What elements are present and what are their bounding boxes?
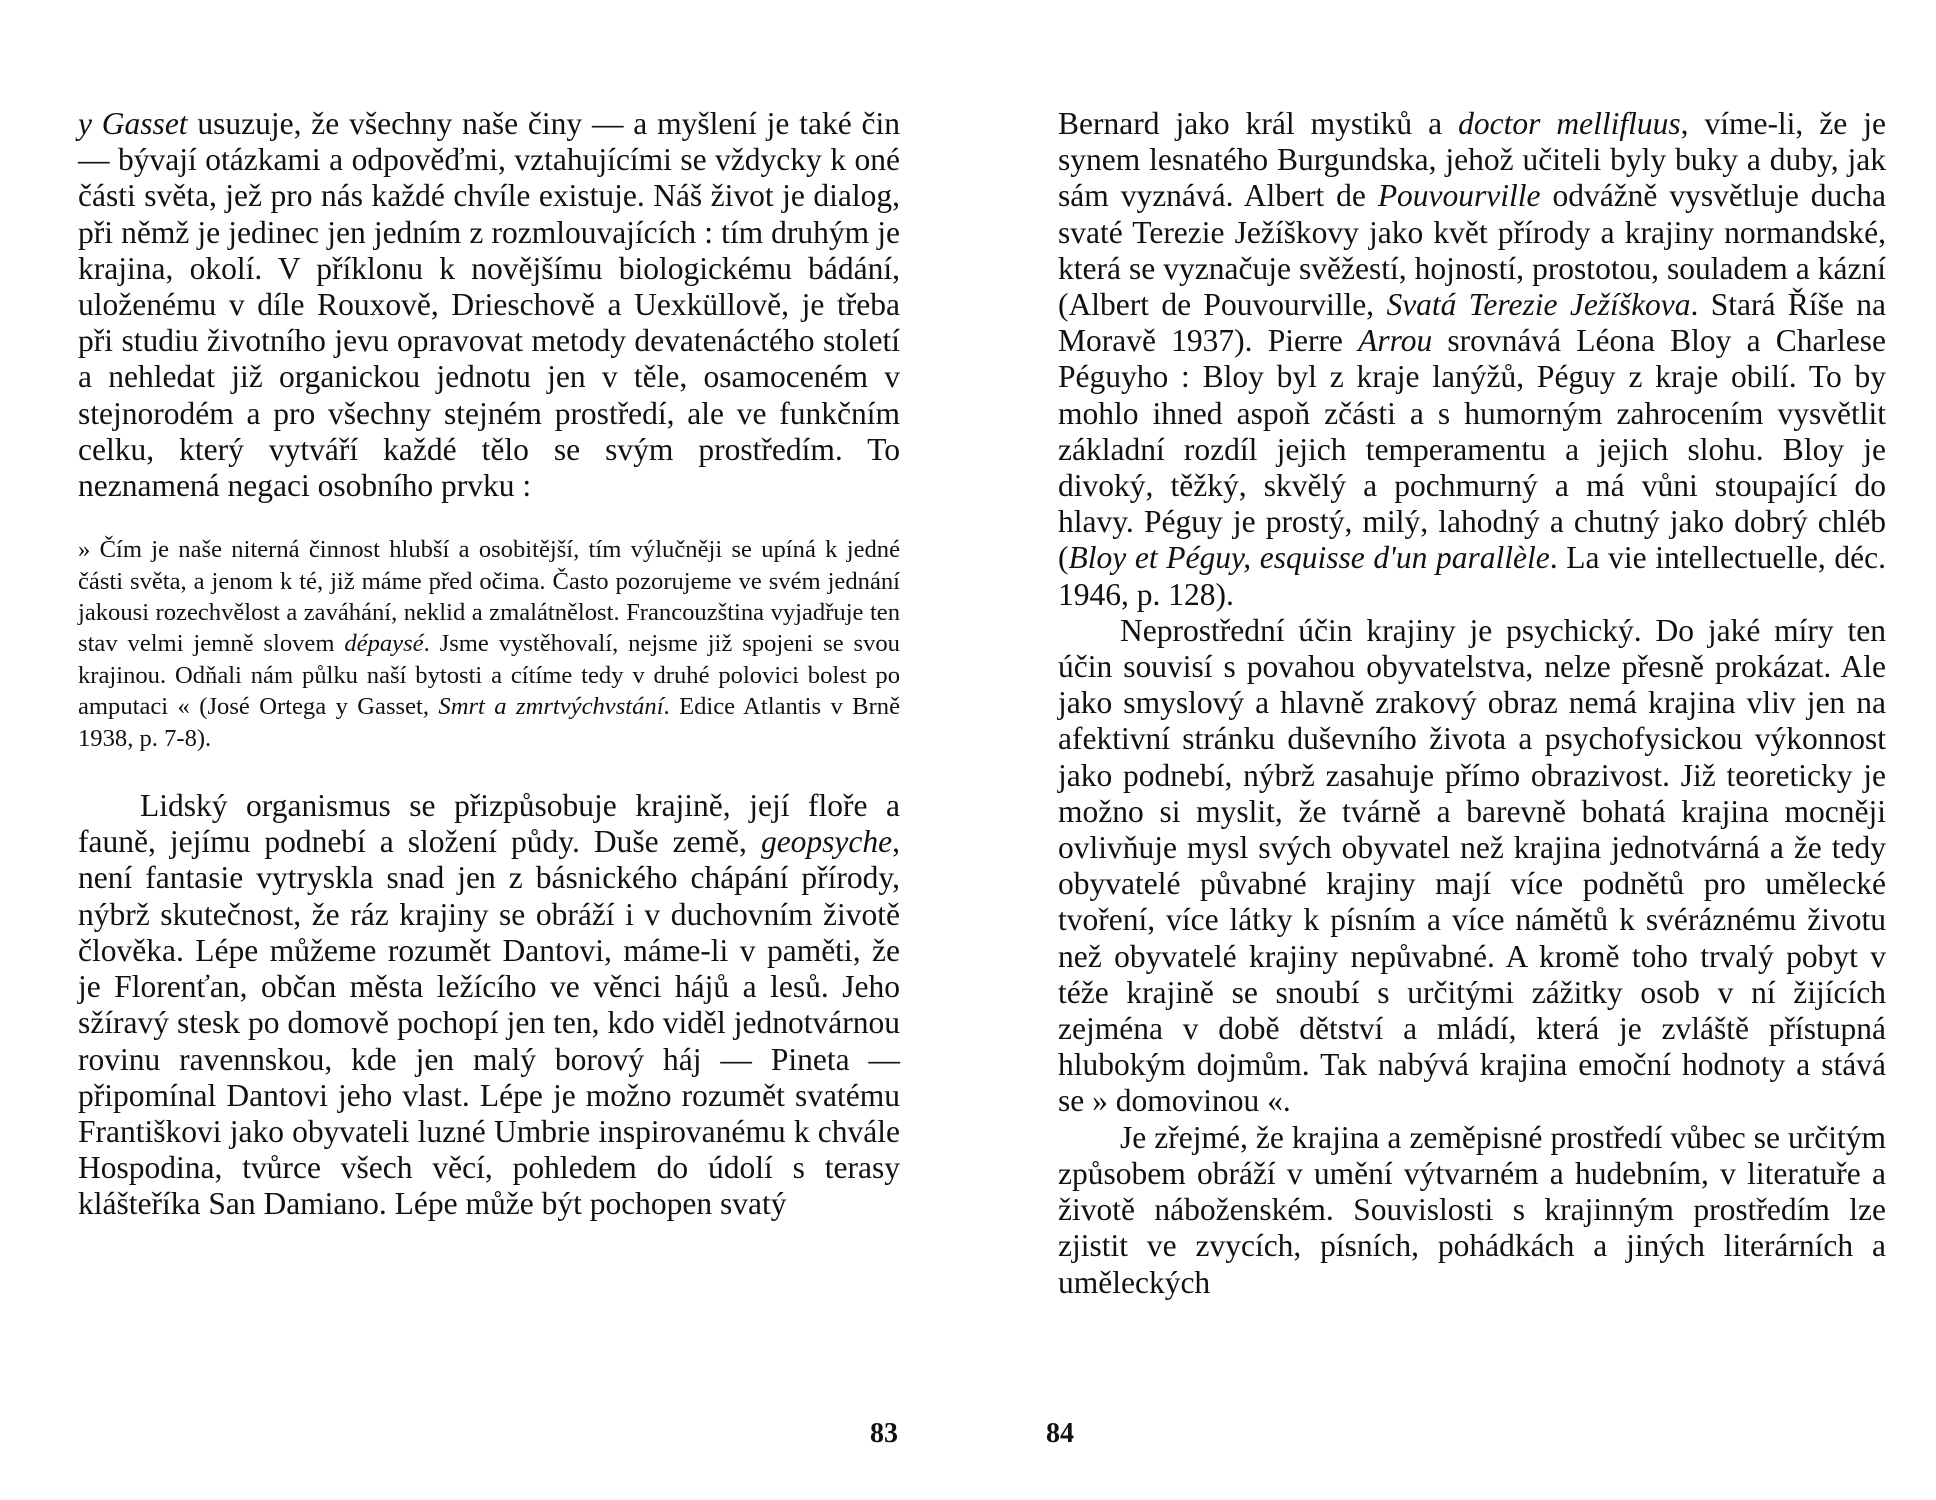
paragraph-bernard (1058, 106, 1886, 613)
right-text-column (1058, 106, 1886, 1301)
text-run: Neprostřední účin krajiny je psychický. Do jaké míry ten účin souvisí s povahou obyvatelstva, nelze přesně prokázat. Ale jako smyslový a hlavně zrakový obraz nemá krajina vliv jen na afektivní stránku duševního života a psychofysickou výkonnost jako podnebí, nýbrž zasahuje přímo obrazivost. Již teoreticky je možno si myslit, že tvárně a barevně bohatá krajina mocněji ovlivňuje mysl svých obyvatel než krajina jednotvárná a že tedy obyvatelé půvabné krajiny mají více podnětů pro umělecké tvoření, více látky k písním a více námětů k svéráznému životu než obyvatelé krajiny nepůvabné. A kromě toho trvalý pobyt v téže krajině se snoubí s určitými zážitky osob v ní žijících zejména v době dětství a mládí, která je zvláště přístupná hlubokým dojmům. Tak nabývá krajina emoční hodnoty a stává se » domovinou «. (1058, 612, 1886, 1119)
italic-run: Svatá Terezie Ježíškova (1386, 287, 1691, 323)
paragraph-immediate-effect (1058, 613, 1886, 1120)
paragraph-intro (78, 106, 900, 504)
italic-run: Bloy et Péguy, esquisse d'un parallèle (1068, 540, 1550, 576)
paragraph-organism (78, 788, 900, 1222)
page-number: 84 (1046, 1418, 1074, 1449)
text-run: Bernard jako král mystiků a (1058, 106, 1459, 141)
italic-run: Pouvourville (1377, 178, 1541, 214)
right-page (968, 0, 1936, 1500)
text-run: srovnává Léona Bloy a Charlese Péguyho : Bloy byl z kraje lanýžů, Péguy z kraje obilí. To by mohlo ihned aspoň zčásti a s humorným zahrocením vysvětlit základní rozdíl jejich temperamentu a jejich slohu. Bloy je divoký, těžký, skvělý a pochmurný a má vůni stoupající do hlavy. Péguy je prostý, milý, lahodný a chutný jako dobrý chléb ( (1058, 323, 1886, 576)
italic-run: Arrou (1358, 323, 1433, 359)
text-run: » Čím je naše niterná činnost hlubší a osobitější, tím výlučněji se upíná k jedné části světa, a jenom k té, již máme před očima. Často pozorujeme ve svém jednání jakousi rozechvělost a zaváhání, neklid a zmalátnělost. Francouzština vyjadřuje ten stav velmi jemně slovem (78, 536, 900, 658)
text-run: Lidský organismus se přizpůsobuje krajině, její floře a fauně, jejímu podnebí a složení půdy. Duše země, (78, 788, 900, 860)
text-run: Je zřejmé, že krajina a zeměpisné prostředí vůbec se určitým způsobem obráží v umění výtvarném a hudebním, v literatuře a životě náboženském. Souvislosti s krajinným prostředím lze zjistit ve zvycích, písních, pohádkách a jiných literárních a uměleckých (1058, 1119, 1886, 1300)
text-run: . La vie intellectuelle, déc. 1946, p. 128). (1058, 540, 1886, 612)
text-run: odvážně vysvětluje ducha svaté Terezie Ježíškovy jako květ přírody a krajiny normandské, která se vyznačuje svěžestí, hojností, prostotou, souladem a kázní (Albert de Pouvourville, (1058, 178, 1886, 323)
text-run: , není fantasie vytryskla snad jen z básnického chápání přírody, nýbrž skutečnost, že ráz krajiny se obráží i v duchovním životě člověka. Lépe můžeme rozumět Dantovi, máme-li v paměti, že je Florenťan, občan města ležícího ve věnci hájů a lesů. Jeho sžíravý stesk po domově pochopí jen ten, kdo viděl jednotvárnou rovinu ravennskou, kde jen malý borový háj — Pineta — připomínal Dantovi jeho vlast. Lépe je možno rozumět svatému Františkovi jako obyvateli luzné Umbrie inspirovanému k chvále Hospodina, tvůrce všech věcí, pohledem do údolí s terasy klášteříka San Damiano. Lépe může být pochopen svatý (78, 824, 900, 1222)
text-run: usuzuje, že všechny naše činy — a myšlení je také čin — bývají otázkami a odpověďmi, vztahujícími se vždycky k oné části světa, jež pro nás každé chvíle existuje. Náš život je dialog, při němž je jedinec jen jedním z rozmlouvajících : tím druhým je krajina, okolí. V příklonu k novějšímu biologickému bádání, uloženému v díle Rouxově, Drieschově a Uexküllově, je třeba při studiu životního jevu opravovat metody devatenáctého století a nehledat již organickou jednotu jen v těle, osamoceném v stejnorodém a pro všechny stejném prostředí, ale ve funkčním celku, který vytváří každé tělo se svým prostředím. To neznamená negaci osobního prvku : (78, 106, 900, 504)
left-text-column (78, 106, 900, 1223)
text-run: . Stará Říše na Moravě 1937). Pierre (1058, 287, 1886, 359)
text-run: , víme-li, že je synem lesnatého Burgundska, jehož učiteli byly buky a duby, jak sám vyznává. Albert de (1058, 106, 1886, 214)
italic-run: geopsyche (760, 824, 893, 860)
italic-run: Smrt a zmrtvýchvstání (438, 693, 664, 721)
italic-run: y Gasset (78, 106, 188, 141)
italic-run: dépaysé (344, 630, 424, 658)
text-run: . Edice Atlantis v Brně 1938, p. 7-8). (78, 693, 900, 752)
text-run: . Jsme vystěhovalí, nejsme již spojeni se svou krajinou. Odňali nám půlku naší bytosti a cítíme tedy v druhé polovici bolest po amputaci « (José Ortega y Gasset, (78, 630, 900, 721)
paragraph-evident (1058, 1120, 1886, 1301)
block-quote (78, 534, 900, 754)
paragraph-gap (78, 754, 900, 788)
page-number: 83 (870, 1418, 898, 1449)
italic-run: doctor mellifluus (1458, 106, 1681, 141)
